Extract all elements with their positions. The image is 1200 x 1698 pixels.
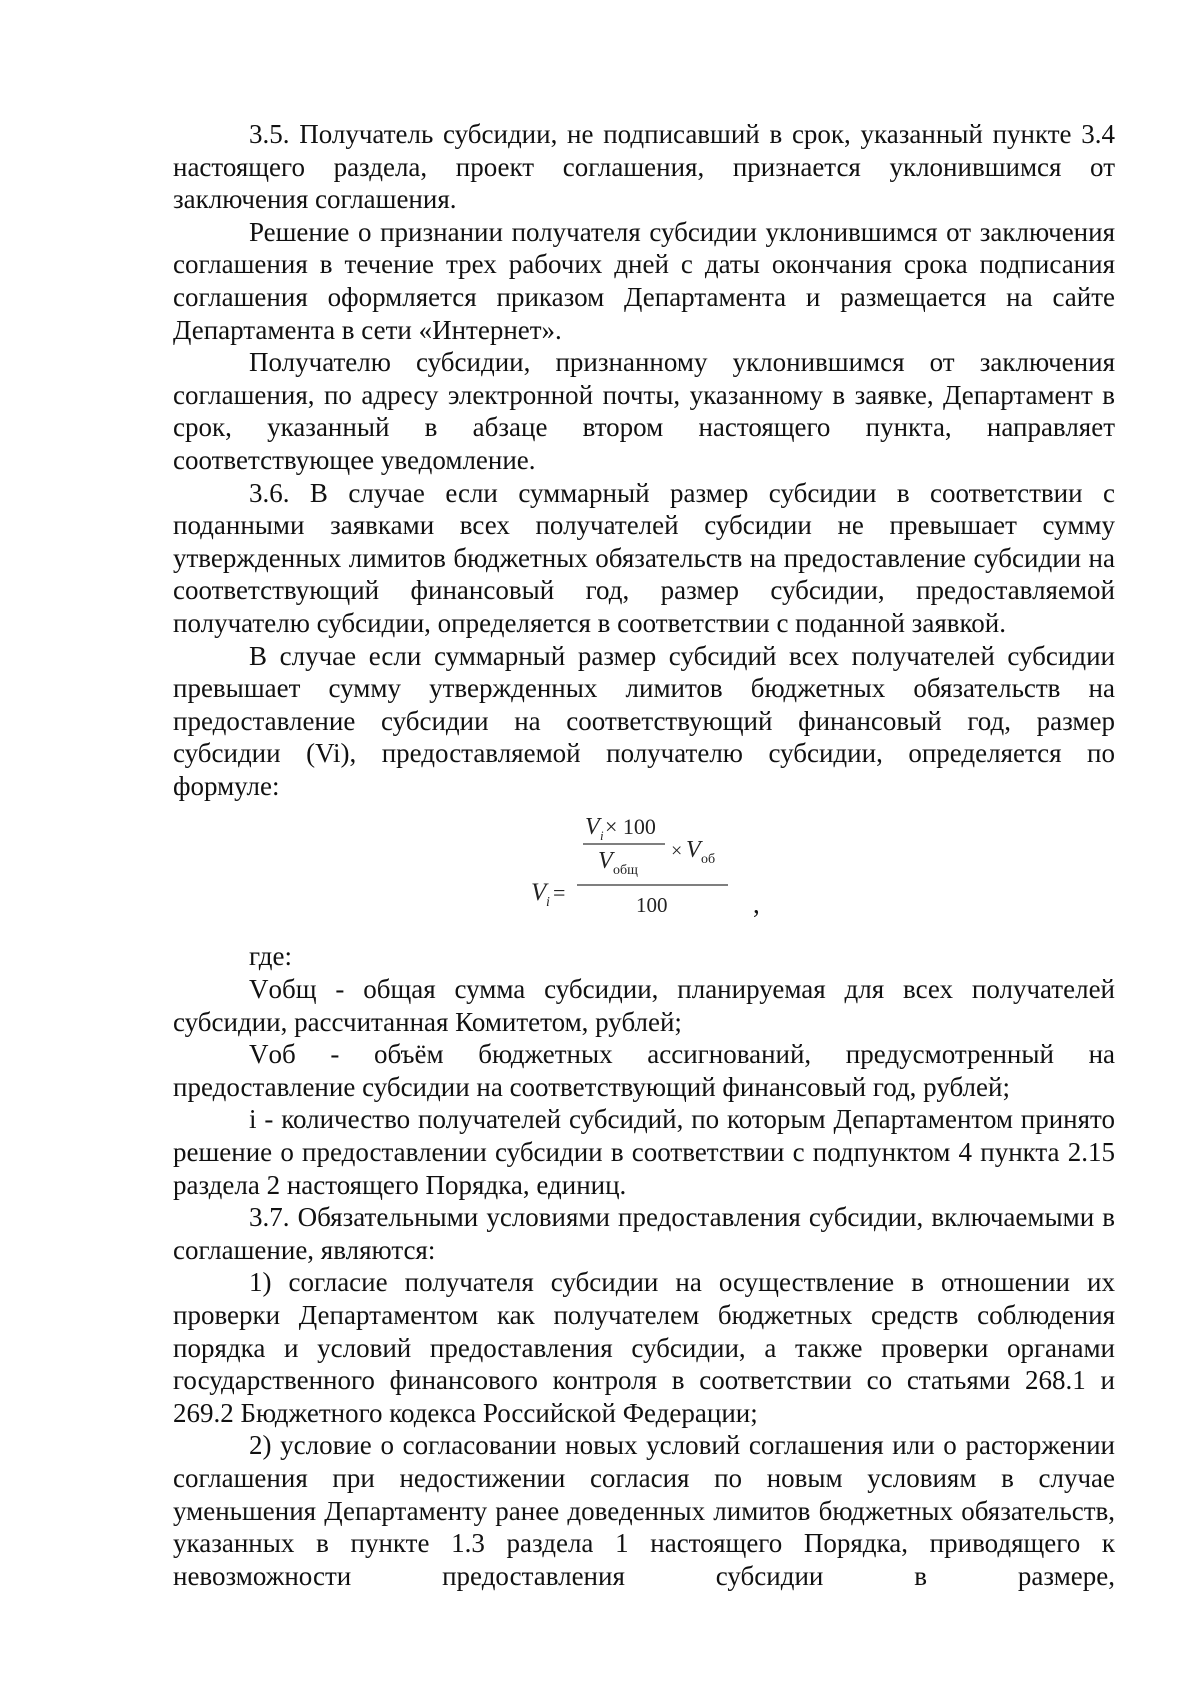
formula-mult-v: V bbox=[686, 837, 701, 864]
formula bbox=[173, 802, 773, 940]
formula-num-rest: × 100 bbox=[605, 814, 656, 840]
formula-mult-sub: об bbox=[701, 852, 716, 868]
formula-den-v: V bbox=[598, 848, 613, 875]
paragraph-3-6: 3.6. В случае если суммарный размер субсидии в соответствии с поданными заявками всех получателей субсидии не превышает сумму утвержденных лимитов бюджетных обязательств на предоставление субсидии на соответствующий финансовый год, размер субсидии, предоставляемой получателю субсидии, определяется в соответствии с поданной заявкой. bbox=[173, 477, 1115, 638]
paragraph-3-7: 3.7. Обязательными условиями предоставления субсидии, включаемыми в соглашение, являются: bbox=[173, 1202, 1115, 1265]
formula-denominator: 100 bbox=[636, 893, 668, 918]
paragraph-condition-2: 2) условие о согласовании новых условий соглашения или о расторжении соглашения при недостижении согласия по новым условиям в случае уменьшения Департаменту ранее доведенных лимитов бюджетных обязательств, указанных в пункте 1.3 раздела 1 настоящего Порядка, приводящего к невозможности предоставления субсидии в размере, bbox=[173, 1430, 1115, 1591]
paragraph-3-5: 3.5. Получатель субсидии, не подписавший в срок, указанный пункте 3.4 настоящего раздела, проект соглашения, признается уклонившимся от заключения соглашения. bbox=[173, 119, 1115, 215]
paragraph-i: i - количество получателей субсидий, по которым Департаментом принято решение о предоставлении субсидии в соответствии с подпунктом 4 пункта 2.15 раздела 2 настоящего Порядка, единиц. bbox=[173, 1104, 1115, 1200]
formula-den-sub: общ bbox=[613, 863, 638, 879]
paragraph-notification: Получателю субсидии, признанному уклонившимся от заключения соглашения, по адресу электронной почты, указанному в заявке, Департамент в срок, указанный в абзаце втором настоящего пункта, направляет соответствующее уведомление. bbox=[173, 347, 1115, 475]
paragraph-decision: Решение о признании получателя субсидии уклонившимся от заключения соглашения в течение трех рабочих дней с даты окончания срока подписания соглашения оформляется приказом Департамента и размещается на сайте Департамента в сети «Интернет». bbox=[173, 216, 1115, 345]
paragraph-formula-intro: В случае если суммарный размер субсидий всех получателей субсидии превышает сумму утвержденных лимитов бюджетных обязательств на предоставление субсидии на соответствующий финансовый год, размер субсидии (Vi), предоставляемой получателю субсидии, определяется по формуле: bbox=[173, 640, 1115, 801]
formula-lhs-v: V bbox=[531, 879, 547, 907]
paragraph-vob: Vоб - объём бюджетных ассигнований, предусмотренный на предоставление субсидии на соответствующий финансовый год, рублей; bbox=[173, 1039, 1115, 1102]
formula-num-sub: i bbox=[600, 828, 604, 844]
formula-equals: = bbox=[553, 880, 566, 906]
formula-lhs-sub: i bbox=[546, 895, 550, 911]
paragraph-condition-1: 1) согласие получателя субсидии на осуществление в отношении их проверки Департаментом как получателем бюджетных средств соблюдения порядка и условий предоставления субсидии, а также проверки органами государственного финансового контроля в соответствии со статьями 268.1 и 269.2 Бюджетного кодекса Российской Федерации; bbox=[173, 1267, 1115, 1428]
document-page bbox=[173, 118, 1115, 1592]
paragraph-vobsch: Vобщ - общая сумма субсидии, планируемая для всех получателей субсидии, рассчитанная Комитетом, рублей; bbox=[173, 974, 1115, 1037]
formula-num-v: V bbox=[585, 814, 600, 841]
formula-block bbox=[173, 802, 1115, 940]
paragraph-where: где: bbox=[249, 941, 292, 972]
formula-trailing-comma: , bbox=[753, 889, 760, 920]
formula-times: × bbox=[671, 840, 683, 863]
